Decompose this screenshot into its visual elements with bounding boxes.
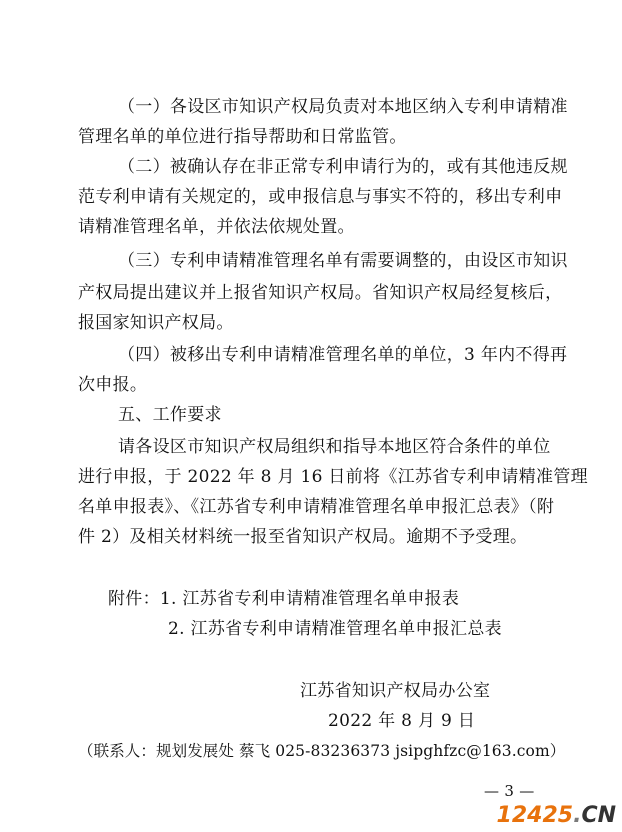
body-line-1: （一）各设区市知识产权局负责对本地区纳入专利申请精准: [118, 97, 568, 117]
body-line-12: 请各设区市知识产权局组织和指导本地区符合条件的单位: [118, 437, 551, 457]
body-line-13: 进行申报，于 2022 年 8 月 16 日前将《江苏省专利申请精准管理: [78, 467, 588, 487]
section-heading: 五、工作要求: [118, 405, 222, 425]
watermark-digits: 12425: [496, 803, 574, 828]
site-watermark-logo: [497, 803, 616, 828]
watermark-suffix: CN: [581, 803, 616, 828]
issuer-name: 江苏省知识产权局办公室: [300, 681, 491, 701]
page-number: — 3 —: [484, 782, 535, 800]
contact-info: （联系人：规划发展处 蔡飞 025-83236373 jsipghfzc@163.com）: [78, 742, 566, 760]
body-line-4: 范专利申请有关规定的，或申报信息与事实不符的，移出专利申: [78, 187, 563, 207]
body-line-8: 报国家知识产权局。: [78, 313, 234, 333]
body-line-2: 管理名单的单位进行指导帮助和日常监管。: [78, 127, 407, 147]
body-line-15: 件 2）及相关材料统一报至省知识产权局。逾期不予受理。: [78, 527, 528, 547]
body-line-5: 请精准管理名单，并依法依规处置。: [78, 217, 355, 237]
watermark-dot: .: [573, 803, 582, 828]
issue-date: 2022 年 8 月 9 日: [328, 711, 476, 731]
body-line-7: 产权局提出建议并上报省知识产权局。省知识产权局经复核后，: [78, 283, 563, 303]
attachment-2: 2. 江苏省专利申请精准管理名单申报汇总表: [168, 619, 502, 639]
body-line-14: 名单申报表》、《江苏省专利申请精准管理名单申报汇总表》（附: [78, 497, 555, 517]
body-line-10: 次申报。: [78, 375, 148, 395]
body-line-6: （三）专利申请精准管理名单有需要调整的，由设区市知识: [118, 251, 568, 271]
body-line-9: （四）被移出专利申请精准管理名单的单位，3 年内不得再: [118, 345, 568, 365]
body-line-3: （二）被确认存在非正常专利申请行为的，或有其他违反规: [118, 157, 568, 177]
attachment-1: 附件：1. 江苏省专利申请精准管理名单申报表: [108, 589, 460, 609]
